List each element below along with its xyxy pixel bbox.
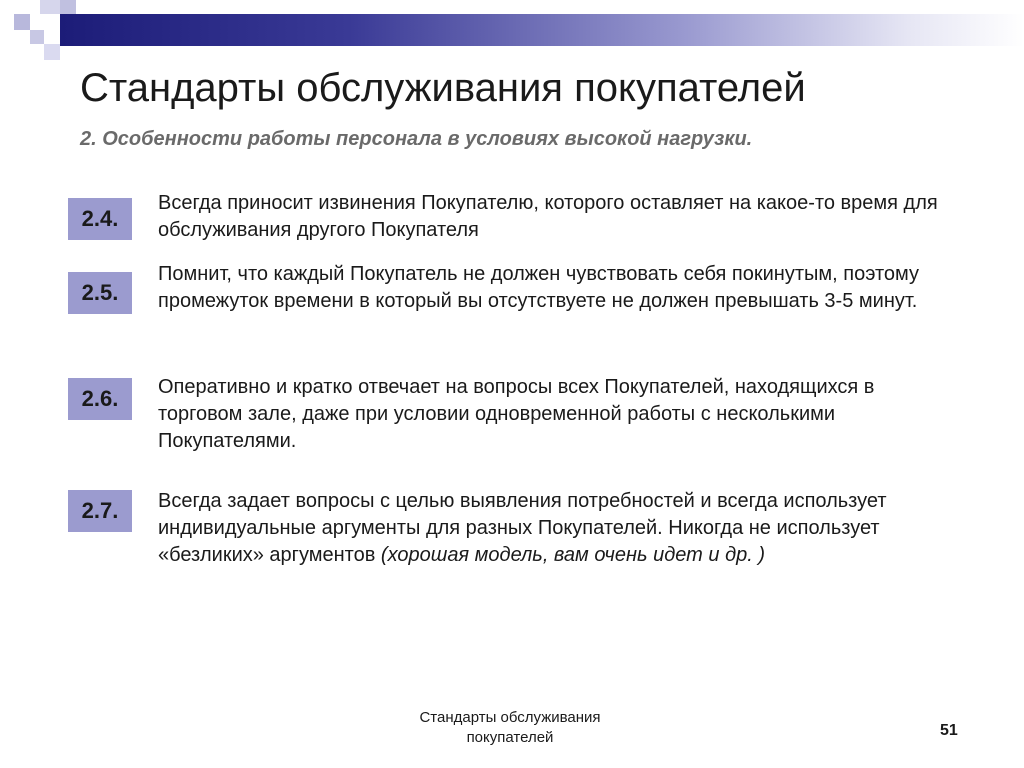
footer-line-1: Стандарты обслуживания	[419, 709, 601, 726]
decorative-square	[44, 44, 60, 60]
decorative-square	[40, 0, 60, 14]
page-number: 51	[940, 722, 958, 739]
item-text	[158, 488, 958, 569]
decorative-square	[30, 30, 44, 44]
item-number-badge: 2.5.	[68, 272, 132, 314]
header-gradient-bar	[60, 14, 1024, 46]
item-text: Всегда приносит извинения Покупателю, которого оставляет на какое-то время для обслуживания другого Покупателя	[158, 192, 938, 241]
item-text-main: Всегда задает вопросы с целью выявления потребностей и всегда использует индивидуальные аргументы для разных Покупателей. Никогда не использует «безликих» аргументов	[158, 490, 887, 566]
slide-subtitle: 2. Особенности работы персонала в условиях высокой нагрузки.	[80, 128, 753, 150]
item-text: Оперативно и кратко отвечает на вопросы всех Покупателей, находящихся в торговом зале, даже при условии одновременной работы с несколькими Покупателями.	[158, 376, 875, 452]
item-number-badge: 2.7.	[68, 490, 132, 532]
item-number-badge: 2.6.	[68, 378, 132, 420]
item-text: Помнит, что каждый Покупатель не должен чувствовать себя покинутым, поэтому промежуток времени в который вы отсутствуете не должен превышать 3-5 минут.	[158, 263, 919, 312]
slide-title: Стандарты обслуживания покупателей	[80, 66, 806, 110]
item-number-badge: 2.4.	[68, 198, 132, 240]
footer-line-2: покупателей	[466, 729, 554, 746]
decorative-square	[60, 0, 76, 14]
decorative-square	[14, 14, 30, 30]
item-text-italic-note: (хорошая модель, вам очень идет и др. )	[380, 544, 766, 566]
footer-title	[380, 708, 640, 748]
